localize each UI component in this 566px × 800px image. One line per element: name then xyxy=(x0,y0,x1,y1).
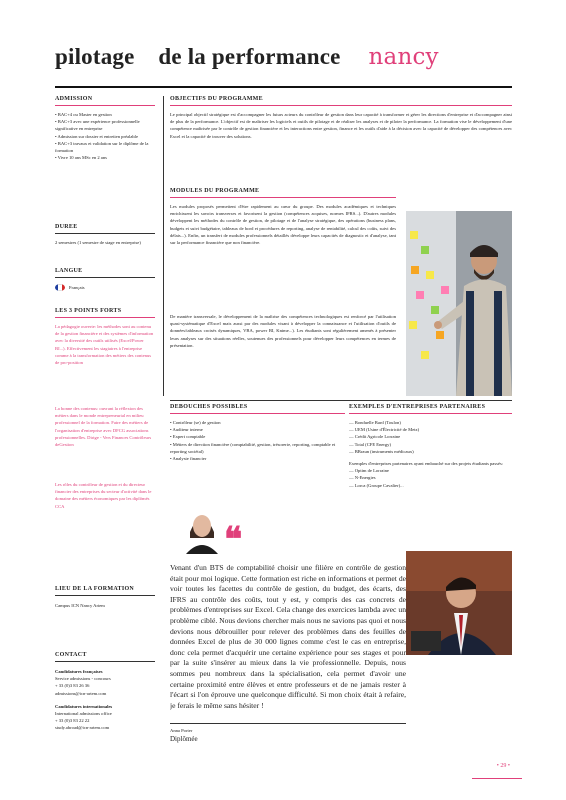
contact-block-1 xyxy=(55,668,155,697)
exemples-list xyxy=(349,419,512,455)
footer-rule xyxy=(472,778,522,779)
page-number: • 29 • xyxy=(496,763,510,769)
admission-section xyxy=(55,96,155,161)
modules-section xyxy=(170,188,396,399)
list-item: • Auditeur interne xyxy=(170,427,203,433)
list-item: — N-Energies xyxy=(349,475,376,481)
langue-section xyxy=(55,268,155,291)
modules-heading: MODULES DU PROGRAMME xyxy=(170,188,260,194)
objectifs-heading: OBJECTIFS DU PROGRAMME xyxy=(170,96,263,102)
lieu-text: Campus ICN Nancy Artem xyxy=(55,603,105,608)
modules-text-2: De manière transversale, le développement de la maîtrise des compétences technologiques est renforcé par l'utilisation quasi-systématique d'Excel mais aussi par des modules visant à développer la connaissance et l'utilisation d'outils de données/tableaux croisés dynamiques, VBA, power BI, Knime...). Les étudiants sont régulièrement amenés à présenter leurs analyses sur des situations réelles, soutenues des professionnels pour développer leurs compétences en termes de présentation. xyxy=(170,314,396,348)
langue-row xyxy=(55,284,155,291)
contact-heading: CONTACT xyxy=(55,652,87,658)
divider xyxy=(170,105,512,106)
duree-heading: DUREE xyxy=(55,224,78,230)
quote-icon: ❝ xyxy=(224,520,243,560)
lieu-heading: LIEU DE LA FORMATION xyxy=(55,586,135,592)
debouches-heading: DEBOUCHES POSSIBLES xyxy=(170,404,248,410)
list-item: • BAC+4 ou Master en gestion xyxy=(55,112,112,117)
list-item: — BBraun (instruments médicaux) xyxy=(349,448,414,454)
contact-block-2 xyxy=(55,703,155,732)
modules-text-1: Les modules proposés permettent d'être rapidement au cœur du groupe. Des modules académiques et techniques enrichissent les savoirs transverses et favorisent la gestion (compétences acquises, normes IFRS...). D'autres modules développent les méthodes du contrôle de gestion, de pilotage et de l'analyse stratégique, des opérations (business plans, budgets et suivi budgétaire, tableaux de bord et procédures de reporting, analyse de rentabilité, calcul des coûts, suivi des délais...). Enfin, un transfert de modules professionnels détaillés développe leurs capacités de diagnostic et d'analyse, tant sur la performance financière que non financière. xyxy=(170,204,396,246)
list-item: • Métiers de direction financière (comptabilité, gestion, trésorerie, reporting, comptable et reporting sociétal) xyxy=(170,441,336,454)
testimonial-text: Venant d'un BTS de comptabilité choisir une filière en contrôle de gestion était pour moi logique. Cette formation est riche en informations et permet de voir toutes les facettes du contrôle de gestion, du budget, des écarts, des IFRS au contrôle des coûts, tout y est, y compris des cas concrets de problèmes d'entreprises sur Excel. Cela change des exercices lambda avec un problème ciblé. Nous devions chercher mais nous ne savions pas quoi et nous devions nous débrouiller pour relever des problèmes dans des feuilles de données Excel de plus de 30 000 lignes comme c'est le cas en entreprise, donc cela permet d'acquérir une certaine expérience pour ses stages et pour par la suite s'insérer au mieux dans la vie professionnelle. Depuis, nous sommes peu nombreux dans la spécialisation, cela permet d'avoir une certaine proximité entre élèves et entre professeurs et de ne jamais rester à l'écart si l'on éprouve une quelconque difficulté. Si mon choix était à refaire, je ferais le même sans hésiter ! xyxy=(170,563,406,710)
student-illustration xyxy=(406,551,512,655)
divider xyxy=(55,233,155,234)
exemples-sub: Exemples d'entreprises partenaires ayant embauché sur des projets étudiants passés: xyxy=(349,461,504,467)
duree-text: 2 semestres (1 semestre de stage en entreprise) xyxy=(55,240,141,245)
point-fort-1: La pédagogie ouverte: les méthodes sont au contenu de la gestion financière et des systèmes d'information avec la diversité des outils utilisés (Excel/Power BI...). Effectivement les stagiaires à l'entreprise comme à la transformation des métiers des contenus de pro-position xyxy=(55,324,154,366)
title-text: pilotage de la performance xyxy=(55,44,341,69)
testimonial-author: Anna Porter xyxy=(170,728,193,733)
portrait-illustration xyxy=(182,502,222,554)
point-fort-2: La bonne des contenus: ouvrant la réflexion des métiers dans le monde entrepreneurial en milieu professionnel de la formation. Faire des métiers de l'organisation d'entreprise avec DFCG associations professionnelles. Dirige - Vers Finances Contrôleurs deGestion xyxy=(55,406,152,448)
point-fort-3: Les rôles du contrôleur de gestion et du directeur financier des entreprises du secteur d'activité dans le domaine des métiers économiques par les diplômés CCA xyxy=(55,482,152,509)
student-photo xyxy=(406,211,512,396)
debouches-section xyxy=(170,404,345,462)
exemples-heading: EXEMPLES D'ENTREPRISES PARTENAIRES xyxy=(349,404,486,410)
list-item: • Analyste financier xyxy=(170,456,207,462)
student-photo-2 xyxy=(406,551,512,655)
contact-email[interactable]: study.abroad@icn-artem.com xyxy=(55,725,110,731)
admission-heading: ADMISSION xyxy=(55,96,93,102)
list-item: — UEM (Usine d'Électricité de Metz) xyxy=(349,427,420,433)
whiteboard-illustration xyxy=(406,211,512,396)
french-flag-icon xyxy=(55,284,65,291)
divider xyxy=(55,317,155,318)
divider xyxy=(349,413,512,414)
admission-list xyxy=(55,111,155,161)
contact-email[interactable]: admissions@icn-artem.com xyxy=(55,690,107,696)
list-item: • BAC+3 travaux et validation sur le diplôme de la formation xyxy=(55,140,149,154)
contact-name: Candidatures internationales xyxy=(55,703,113,709)
contact-phone[interactable]: + 33 (0)3 83 22 22 xyxy=(55,718,90,724)
points-forts-heading: LES 3 POINTS FORTS xyxy=(55,308,122,314)
divider xyxy=(170,723,406,724)
debouches-list xyxy=(170,419,345,462)
points-forts-section xyxy=(55,308,155,531)
objectifs-text: Le principal objectif stratégique est d'accompagner les futurs acteurs du contrôleur de gestion dans leur capacité à transformer et gérer les directions d'entreprise et d'accompagner ainsi de plus de la performance. L'objectif est de maîtriser les logiciels et outils de pilotage et de réaliser les analyses et de piloter la performance. La formation vise le développement d'une compétence maîtrisée par le contrôle de gestion financière et les interactions entre gestion, finance et les outils d'aide à la décision avec la capacité de développer des compétences avec Excel et la capacité de trouver des solutions. xyxy=(170,112,512,139)
list-item: — Lorca (Groupe Cavalier)... xyxy=(349,482,404,488)
list-item: • Contrôleur (se) de gestion xyxy=(170,420,221,425)
column-divider xyxy=(163,96,164,396)
exemples-list-2 xyxy=(349,467,512,489)
duree-section xyxy=(55,224,155,246)
contact-section xyxy=(55,652,155,732)
list-item: • BAC+3 avec une expérience professionnelle significative en entreprise xyxy=(55,119,140,132)
lieu-section xyxy=(55,586,155,609)
contact-name: Candidatures françaises xyxy=(55,669,103,674)
contact-line: International admissions office xyxy=(55,711,112,717)
testimonial-portrait xyxy=(182,502,222,554)
list-item: • Vivre 10 ans MSc en 2 ans xyxy=(55,155,107,161)
objectifs-section xyxy=(170,96,512,169)
list-item: — Bonduelle Bard (Toulon) xyxy=(349,420,401,425)
testimonial-role: Diplômée xyxy=(170,735,198,743)
list-item: — Crédit Agricole Lorraine xyxy=(349,434,401,440)
divider xyxy=(170,197,396,198)
divider xyxy=(55,277,155,278)
title-city: nancy xyxy=(368,44,439,70)
list-item: — Total (CFE Energy) xyxy=(349,441,391,447)
langue-heading: LANGUE xyxy=(55,268,83,274)
divider xyxy=(55,661,155,662)
divider xyxy=(55,105,155,106)
divider xyxy=(170,400,512,401)
page-title xyxy=(55,44,439,70)
list-item: • Admission sur dossier et entretien préalable xyxy=(55,133,138,139)
list-item: — Optim de Lorraine xyxy=(349,468,389,474)
contact-phone[interactable]: + 33 (0)3 83 26 36 xyxy=(55,683,90,689)
divider xyxy=(55,595,155,596)
title-rule xyxy=(55,86,512,88)
langue-value: Français xyxy=(69,285,85,290)
contact-line: Service admissions - concours xyxy=(55,676,111,682)
list-item: • Expert comptable xyxy=(170,434,206,440)
divider xyxy=(170,413,345,414)
left-sidebar xyxy=(55,96,155,756)
exemples-section xyxy=(349,404,512,489)
